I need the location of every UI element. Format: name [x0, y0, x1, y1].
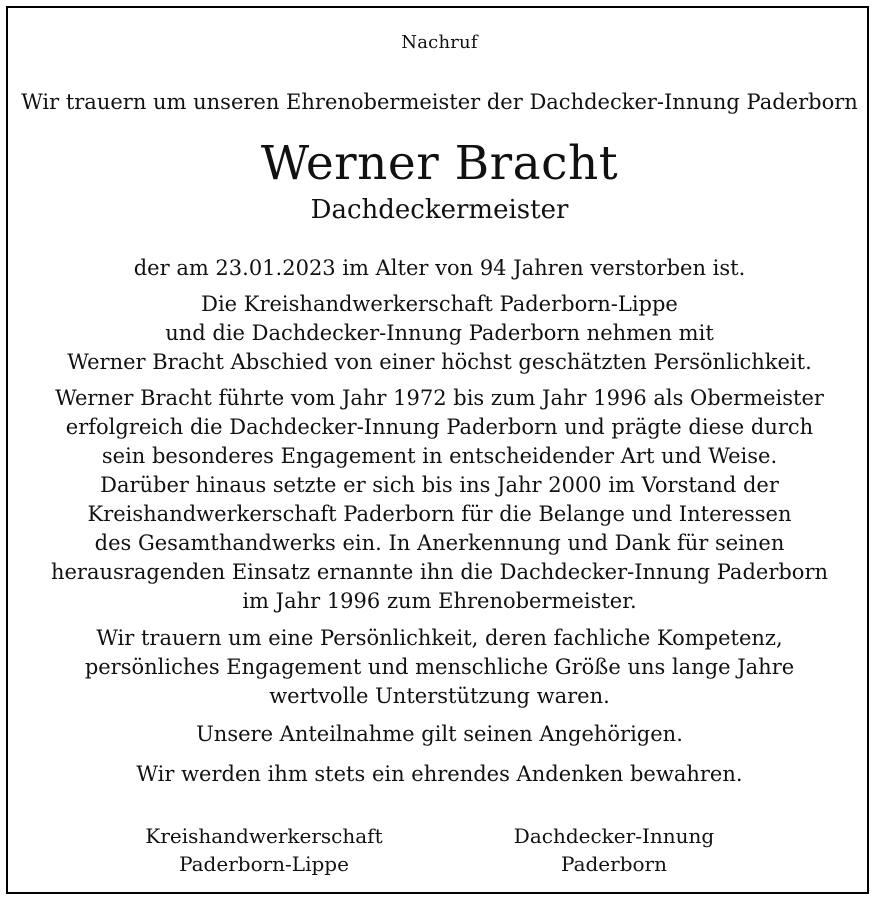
paragraph-line: Die Kreishandwerkerschaft Paderborn-Lippe: [201, 292, 678, 316]
paragraph-line: Darüber hinaus setzte er sich bis ins Jahr 2000 im Vorstand der: [100, 473, 779, 497]
paragraph-line: des Gesamthandwerks ein. In Anerkennung und Dank für seinen: [94, 531, 785, 555]
paragraph-line: sein besonderes Engagement in entscheidender Art und Weise.: [101, 444, 778, 468]
obituary-frame: [6, 6, 869, 894]
intro-line: Wir trauern um unseren Ehrenobermeister der Dachdecker-Innung Paderborn: [21, 90, 858, 114]
signatory-innung: [484, 822, 744, 878]
condolence-line: Unsere Anteilnahme gilt seinen Angehörigen.: [196, 722, 683, 746]
signatory-line: Paderborn-Lippe: [179, 852, 349, 876]
paragraph-line: Werner Bracht führte vom Jahr 1972 bis zum Jahr 1996 als Obermeister: [55, 386, 824, 410]
death-line: der am 23.01.2023 im Alter von 94 Jahren verstorben ist.: [133, 256, 746, 280]
deceased-name: Werner Bracht: [260, 136, 619, 191]
paragraph-line: persönliches Engagement und menschliche Größe uns lange Jahre: [84, 655, 795, 679]
paragraph-line: und die Dachdecker-Innung Paderborn nehmen mit: [165, 321, 714, 345]
paragraph-line: Wir trauern um eine Persönlichkeit, deren fachliche Kompetenz,: [96, 626, 783, 650]
signatory-kreishandwerkerschaft: [134, 822, 394, 878]
paragraph-line: erfolgreich die Dachdecker-Innung Paderborn und prägte diese durch: [65, 415, 814, 439]
signatory-line: Kreishandwerkerschaft: [145, 824, 383, 848]
remembrance-line: Wir werden ihm stets ein ehrendes Andenken bewahren.: [136, 762, 743, 786]
deceased-profession: Dachdeckermeister: [310, 195, 569, 225]
paragraph-line: Kreishandwerkerschaft Paderborn für die Belange und Interessen: [87, 502, 792, 526]
obituary-header: Nachruf: [401, 32, 478, 53]
paragraph-line: wertvolle Unterstützung waren.: [269, 684, 610, 708]
paragraph-line: im Jahr 1996 zum Ehrenobermeister.: [242, 589, 637, 613]
signatory-line: Paderborn: [561, 852, 667, 876]
paragraph-line: herausragenden Einsatz ernannte ihn die Dachdecker-Innung Paderborn: [50, 560, 829, 584]
signatory-line: Dachdecker-Innung: [513, 824, 715, 848]
paragraph-line: Werner Bracht Abschied von einer höchst geschätzten Persönlichkeit.: [67, 350, 812, 374]
